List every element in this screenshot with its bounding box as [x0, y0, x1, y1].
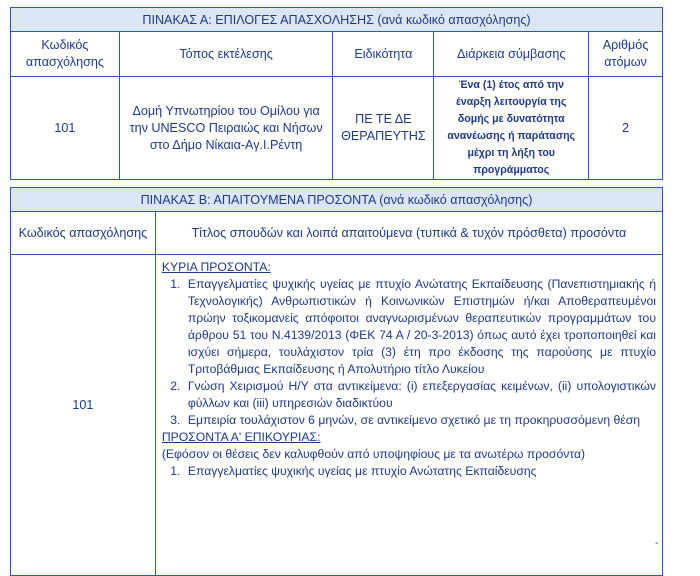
header-code: Κωδικός απασχόλησης	[11, 32, 120, 77]
table-row	[11, 255, 663, 576]
cell-persons: 2	[589, 77, 663, 180]
list-item: 1. Επαγγελματίες ψυχικής υγείας με πτυχίο Ανώτατης Εκπαίδευσης	[184, 463, 656, 480]
aux-qualifications-note: (Εφόσον οι θέσεις δεν καλυφθούν από υποψηφίους με τα ανωτέρω προσόντα)	[161, 447, 586, 461]
header-qualifications: Τίτλος σπουδών και λοιπά απαιτούμενα (τυπικά & τυχόν πρόσθετα) προσόντα	[155, 212, 662, 255]
header-duration: Διάρκεια σύμβασης	[434, 32, 589, 77]
header-specialty: Ειδικότητα	[333, 32, 434, 77]
cell-qualifications	[155, 255, 662, 576]
page-mark: -	[655, 538, 659, 549]
header-persons: Αριθμός ατόμων	[589, 32, 663, 77]
cell-duration: Ένα (1) έτος από την έναρξη λειτουργία της δομής με δυνατότητα ανανέωσης ή παράτασης μέχρι τη λήξη του προγράμματος	[434, 77, 589, 180]
main-qualifications-heading: ΚΥΡΙΑ ΠΡΟΣΟΝΤΑ:	[161, 260, 271, 274]
table-b-title: ΠΙΝΑΚΑΣ Β: ΑΠΑΙΤΟΥΜΕΝΑ ΠΡΟΣΟΝΤΑ (ανά κωδικό απασχόλησης)	[11, 188, 663, 212]
cell-specialty: ΠΕ ΤΕ ΔΕ ΘΕΡΑΠΕΥΤΗΣ	[333, 77, 434, 180]
cell-code-b: 101	[11, 255, 156, 576]
list-item: 2. Γνώση Χειρισμού Η/Υ στα αντικείμενα: (i) επεξεργασίας κειμένων, (ii) υπολογιστικών φύλλων και (iii) υπηρεσιών διαδικτύου	[184, 378, 656, 412]
table-a	[10, 7, 663, 180]
table-b	[10, 187, 663, 576]
aux-qualifications-list	[162, 463, 656, 480]
aux-qualifications-heading: ΠΡΟΣΟΝΤΑ Α' ΕΠΙΚΟΥΡΙΑΣ:	[161, 430, 321, 444]
header-place: Τόπος εκτέλεσης	[119, 32, 332, 77]
main-qualifications-list	[162, 276, 656, 429]
list-item: 1. Επαγγελματίες ψυχικής υγείας με πτυχίο Ανώτατης Εκπαίδευσης (Πανεπιστημιακής ή Τεχνολογικής) Ανθρωπιστικών ή Κοινωνικών Επιστημών ή/και Αποθεραπευμένοι πρώην τοξικομανείς απόφοιτοι αναγνωρισμένων θεραπευτικών προγραμμάτων του άρθρου 51 του Ν.4139/2013 (ΦΕΚ 74 Α / 20-3-2013) όπως αυτό έχει τροποποιηθεί και ισχύει σήμερα, τουλάχιστον τρία (3) έτη προ έκδοσης της παρούσης με πτυχίο Τριτοβάθμιας Εκπαίδευσης ή Απολυτήριο τίτλο Λυκείου	[184, 276, 656, 378]
cell-code: 101	[11, 77, 120, 180]
header-code-b: Κωδικός απασχόλησης	[11, 212, 156, 255]
table-a-title: ΠΙΝΑΚΑΣ Α: ΕΠΙΛΟΓΕΣ ΑΠΑΣΧΟΛΗΣΗΣ (ανά κωδικό απασχόλησης)	[11, 8, 663, 32]
list-item: 3. Εμπειρία τουλάχιστον 6 μηνών, σε αντικείμενο σχετικό με τη προκηρυσσόμενη θέση	[184, 412, 656, 429]
table-row	[11, 77, 663, 180]
cell-place: Δομή Υπνωτηρίου του Ομίλου για την UNESCO Πειραιώς και Νήσων στο Δήμο Νίκαια-Αγ.Ι.Ρέντη	[119, 77, 332, 180]
